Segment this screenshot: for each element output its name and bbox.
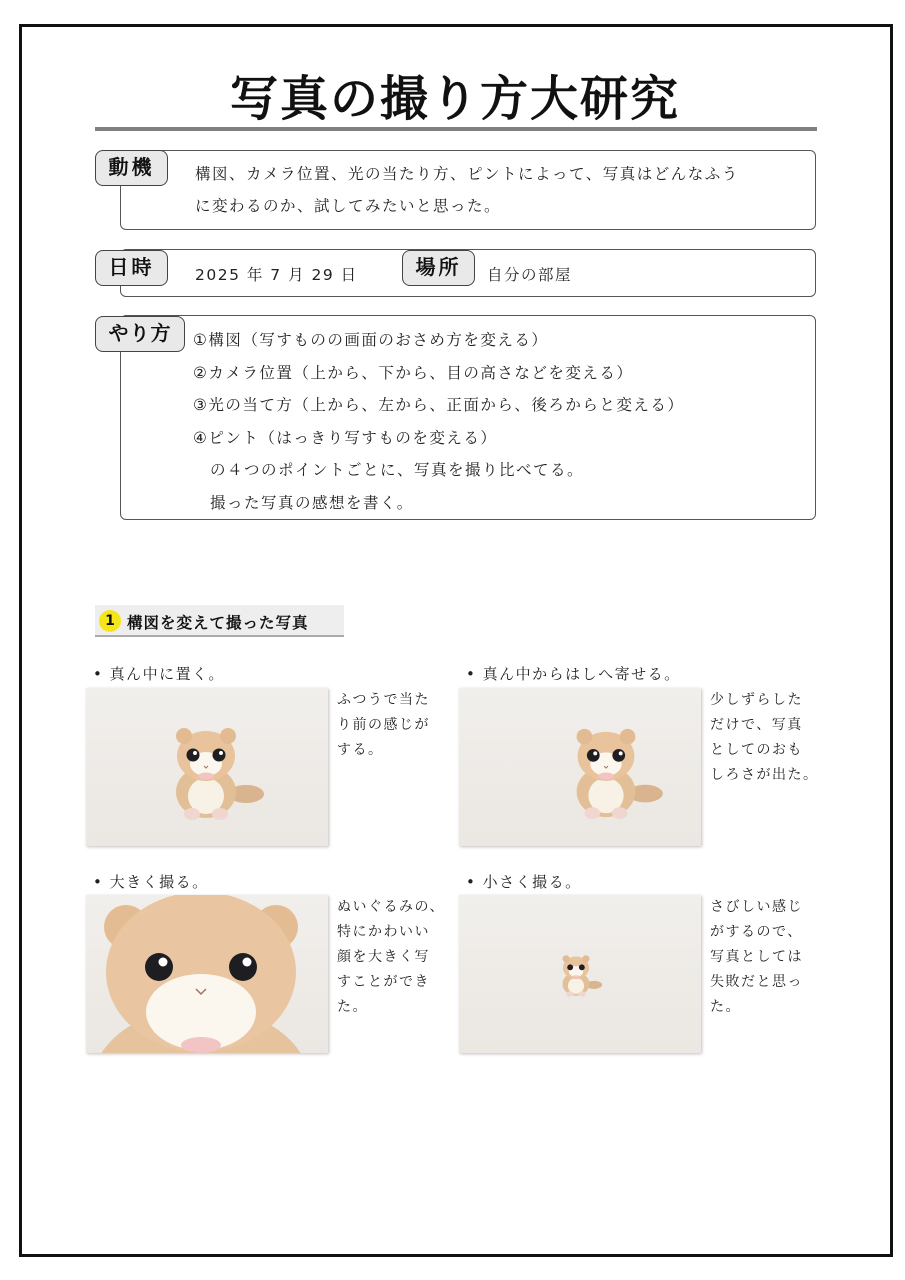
page-title: 写真の撮り方大研究: [229, 71, 680, 127]
plush-squirrel-image: [86, 688, 328, 846]
note-line: としてのおも: [710, 742, 803, 758]
note-line: り前の感じが: [337, 717, 430, 733]
note-line: ぬいぐるみの、: [337, 899, 445, 915]
method-line: ①構図（写すものの画面のおさめ方を変える）: [193, 331, 549, 349]
note-line: がするので、: [710, 924, 803, 940]
datetime-value: 2025 年 7 月 29 日: [195, 266, 358, 284]
plush-squirrel-image: [86, 895, 328, 1053]
note-line: 顔を大きく写: [337, 949, 430, 965]
note-line: た。: [337, 999, 368, 1015]
plush-squirrel-image: [459, 688, 701, 846]
photo-large: [86, 895, 328, 1053]
photo-caption: • 真ん中からはしへ寄せる。: [466, 665, 681, 683]
note-line: 少しずらした: [710, 692, 803, 708]
note-line: ふつうで当た: [337, 692, 430, 708]
method-line: の４つのポイントごとに、写真を撮り比べてる。: [193, 461, 585, 479]
place-value: 自分の部屋: [487, 266, 573, 284]
motive-label: 動機: [95, 150, 168, 186]
photo-note: [710, 895, 825, 1020]
note-line: 特にかわいい: [337, 924, 430, 940]
plush-squirrel-image: [459, 895, 701, 1053]
note-line: すことができ: [337, 974, 430, 990]
method-line: 撮った写真の感想を書く。: [193, 493, 414, 512]
motive-line: に変わるのか、試してみたいと思った。: [195, 197, 502, 215]
method-line: ④ピント（はっきり写すものを変える）: [193, 428, 498, 447]
method-text: [193, 324, 684, 519]
motive-line: 構図、カメラ位置、光の当たり方、ピントによって、写真はどんなふう: [195, 165, 739, 183]
section-number-badge: 1: [99, 610, 121, 632]
photo-caption: • 小さく撮る。: [466, 873, 582, 891]
photo-centered: [86, 688, 328, 846]
photo-note: [710, 688, 825, 788]
place-label: 場所: [402, 250, 475, 286]
note-line: 失敗だと思っ: [710, 974, 803, 990]
note-line: だけで、写真: [710, 717, 803, 733]
note-line: しろさが出た。: [710, 767, 819, 783]
note-line: た。: [710, 999, 741, 1015]
photo-small: [459, 895, 701, 1053]
method-label: やり方: [95, 316, 185, 352]
photo-note: [337, 895, 452, 1020]
photo-off-center: [459, 688, 701, 846]
photo-note: [337, 688, 449, 763]
method-line: ③光の当て方（上から、左から、正面から、後ろからと変える）: [193, 396, 685, 414]
method-line: ②カメラ位置（上から、下から、目の高さなどを変える）: [193, 363, 634, 382]
photo-caption: • 大きく撮る。: [93, 873, 209, 891]
title-underline: [95, 127, 817, 131]
section-title: 構図を変えて撮った写真: [127, 614, 309, 632]
note-line: さびしい感じ: [710, 899, 803, 915]
section-heading: [95, 605, 344, 637]
note-line: する。: [337, 742, 384, 758]
note-line: 写真としては: [710, 949, 803, 965]
datetime-label: 日時: [95, 250, 168, 286]
motive-text: [195, 158, 739, 222]
photo-caption: • 真ん中に置く。: [93, 665, 225, 683]
